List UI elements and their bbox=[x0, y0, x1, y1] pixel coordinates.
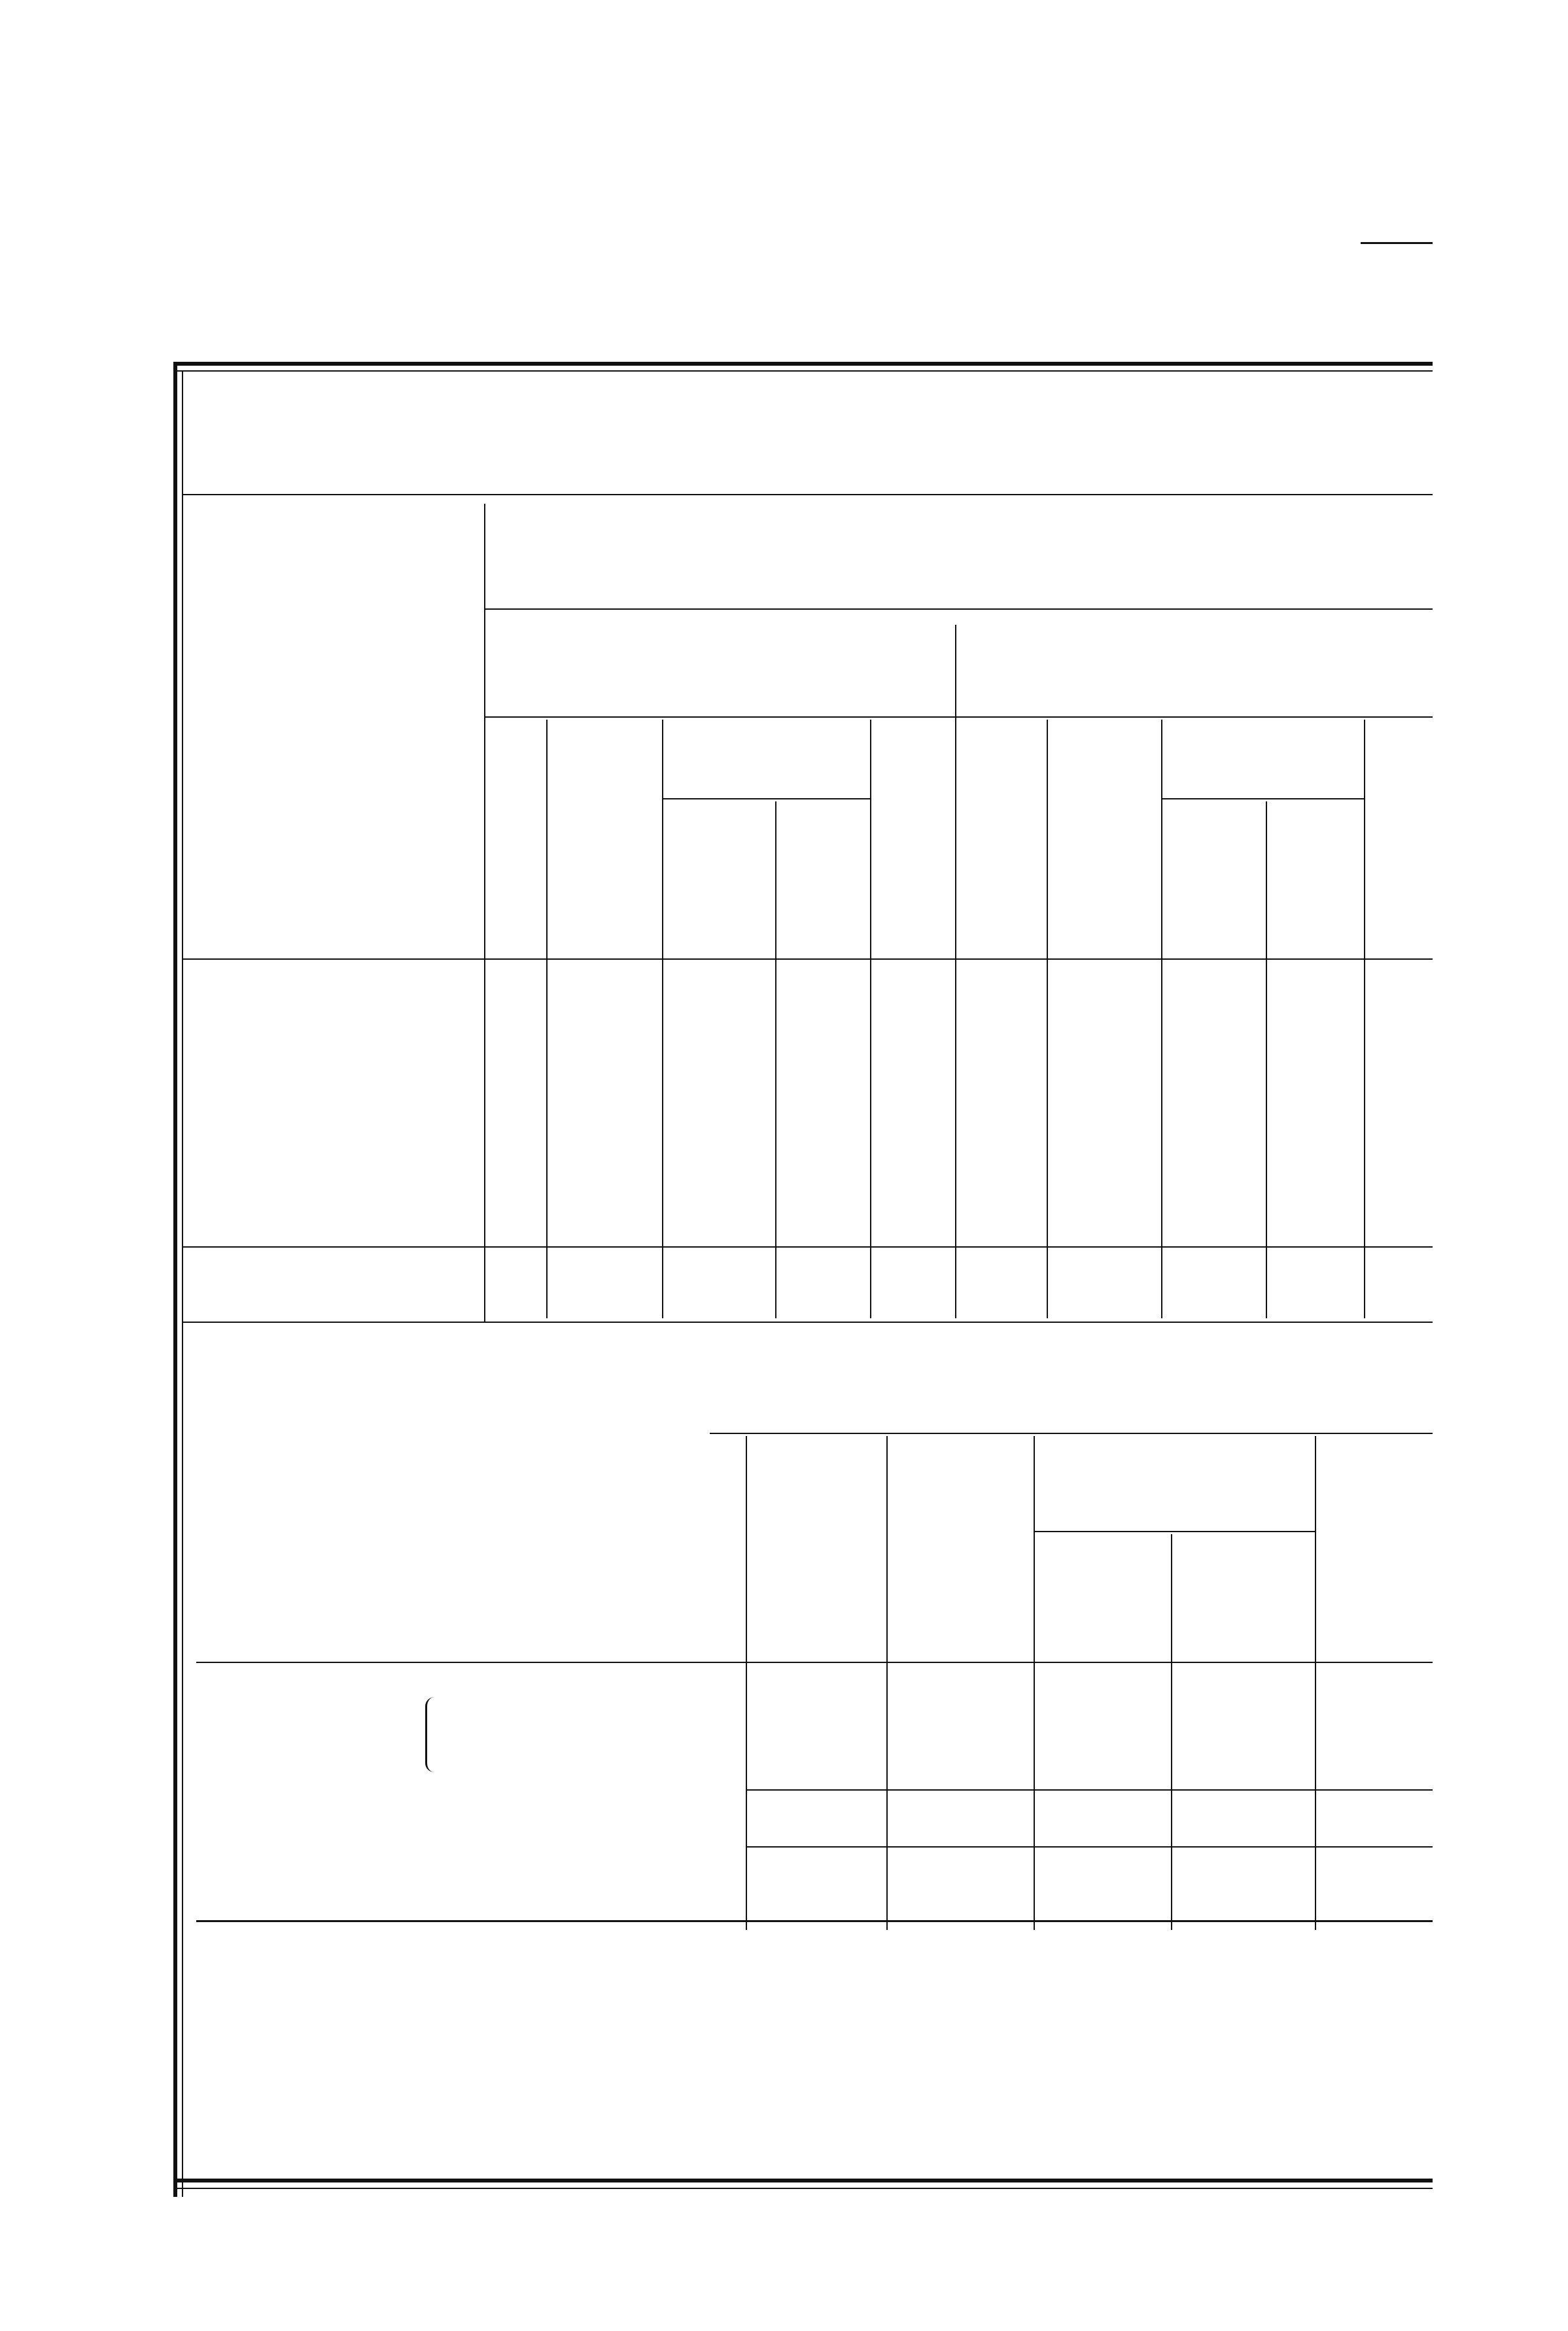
bt-top-rule bbox=[710, 1433, 1433, 1434]
stub-rule bbox=[484, 504, 485, 1322]
c-col-rule-2 bbox=[1161, 720, 1162, 1318]
c-qty-rule bbox=[1162, 798, 1364, 799]
b-col-rule-3 bbox=[775, 801, 776, 1318]
b-col-rule-4 bbox=[870, 720, 871, 1318]
frame-left bbox=[173, 362, 177, 2197]
header-body-rule bbox=[183, 958, 1433, 960]
bt-col-rule-3 bbox=[1171, 1534, 1172, 1930]
b-col-rule-1 bbox=[546, 720, 548, 1318]
port-rule bbox=[183, 494, 1433, 495]
with-cargoes-rule bbox=[485, 608, 1433, 610]
frame-bottom-2 bbox=[173, 2188, 1433, 2189]
bt-qty-rule bbox=[1035, 1531, 1315, 1532]
total-rule bbox=[183, 1246, 1433, 1248]
top-table-bottom bbox=[183, 1322, 1433, 1323]
subgroup-rule bbox=[485, 716, 1433, 718]
bt-stub-rule bbox=[746, 1436, 747, 1930]
bt-header-rule bbox=[196, 1662, 1433, 1663]
frame-bottom bbox=[173, 2179, 1433, 2182]
british-canadian-rule bbox=[955, 625, 956, 1318]
bt-col-rule-2 bbox=[1034, 1436, 1035, 1930]
c-col-rule-4 bbox=[1364, 720, 1365, 1318]
b-qty-rule bbox=[663, 798, 870, 799]
frame-top-2 bbox=[173, 370, 1433, 372]
frame-top bbox=[173, 362, 1433, 366]
c-col-rule-1 bbox=[1047, 720, 1048, 1318]
title-rule bbox=[1361, 242, 1433, 244]
b-col-rule-2 bbox=[662, 720, 663, 1318]
bt-col-rule-4 bbox=[1315, 1436, 1316, 1930]
bt-col-rule-1 bbox=[886, 1436, 888, 1930]
bt-bottom-rule bbox=[196, 1920, 1433, 1922]
bt-total-rule bbox=[747, 1846, 1433, 1848]
bt-brace bbox=[425, 1697, 440, 1772]
bt-total-top-rule bbox=[747, 1789, 1433, 1791]
c-col-rule-3 bbox=[1266, 801, 1267, 1318]
frame-left-2 bbox=[182, 370, 183, 2197]
